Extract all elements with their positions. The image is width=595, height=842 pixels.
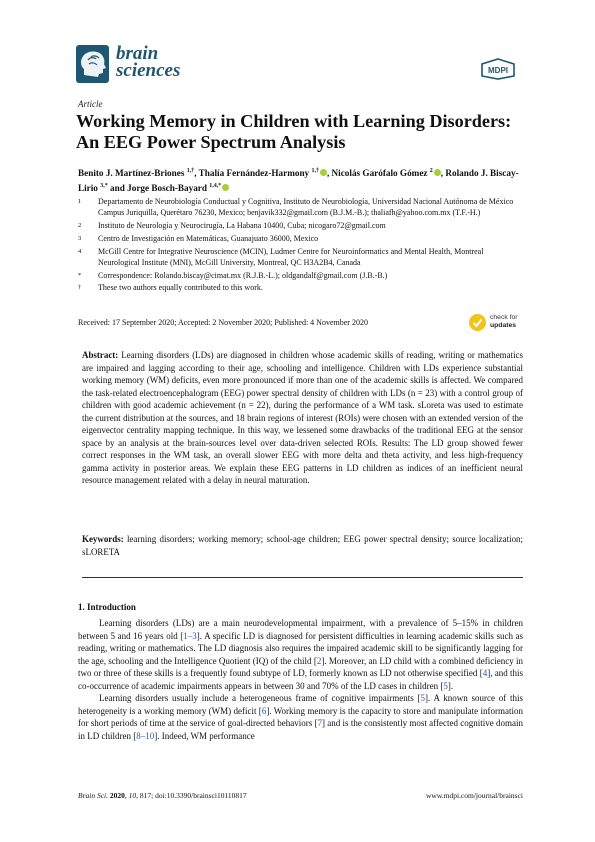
body-paragraph xyxy=(78,617,523,692)
keywords xyxy=(82,533,523,558)
affiliation-text: Departamento de Neurobiología Conductual y Cognitiva, Instituto de Neurobiología, Universidad Nacional Autónoma de México Campus Juriquilla, Querétaro 76230, Mexico; benjavik332@gmail.com (B.J.M.-B.); thaliafh@yahoo.com.mx (T.F.-H.) xyxy=(98,197,514,218)
body-text-segment: ]. xyxy=(447,680,454,691)
affiliation-mark: 1 xyxy=(78,198,82,205)
svg-text:MDPI: MDPI xyxy=(488,66,508,75)
author-name[interactable]: Thalía Fernández-Harmony xyxy=(198,168,310,178)
body-text-segment: ]. Moreover, an LD child with a combined deficiency in two or three of these skills is a frequently found subtype of LD, formerly known as LD not otherwise specified [ xyxy=(78,655,524,678)
citation-link[interactable]: 5 xyxy=(443,680,448,691)
body-text-segment: Learning disorders (LDs) are a main neurodevelopmental impairment, with a prevalence of 5–15% in children between 5 and 16 years old [ xyxy=(78,618,523,641)
affiliation-mark: 4 xyxy=(78,247,82,255)
orcid-icon[interactable] xyxy=(434,169,441,176)
abstract-label: Abstract: xyxy=(82,350,119,360)
affiliation-item xyxy=(78,220,523,231)
footer-citation: Brain Sci. 2020, 10, 817; doi:10.3390/brainsci10110817 xyxy=(78,791,247,800)
author-separator: , xyxy=(440,168,446,178)
affiliation-mark: 3 xyxy=(78,234,82,242)
author-name[interactable]: Benito J. Martínez-Briones xyxy=(78,168,185,178)
affiliation-text: McGill Centre for Integrative Neuroscience (MCIN), Ludmer Centre for Neuroinformatics and Mental Health, Montreal Neurological Institute (MNI), McGill University, Montreal, QC H3A2B4, Canada xyxy=(98,246,484,267)
author-name[interactable]: Nicolás Garófalo Gómez xyxy=(331,168,428,178)
divider xyxy=(82,577,523,578)
body-text-segment: ]. A specific LD is diagnosed for persistent difficulties in learning academic skills such as reading, writing or mathematics. The LD diagnosis also requires the impaired academic skill to be significantly lagging for the age, schooling and the Intelligence Quotient (IQ) of the child [ xyxy=(78,630,523,666)
orcid-icon[interactable] xyxy=(222,184,229,191)
author-list xyxy=(78,166,523,195)
body-paragraph xyxy=(78,692,523,742)
author-affiliation-mark: 1,4,* xyxy=(209,182,222,189)
citation-link[interactable]: 1–3 xyxy=(183,630,197,641)
citation-link[interactable]: 8–10 xyxy=(136,730,155,741)
body-text-segment: Learning disorders usually include a heterogeneous frame of cognitive impairments [ xyxy=(99,693,421,703)
author-affiliation-mark: 2 xyxy=(429,167,433,174)
check-updates-icon xyxy=(469,314,486,331)
citation-link[interactable]: 7 xyxy=(317,718,322,728)
citation-link[interactable]: 2 xyxy=(316,655,322,666)
footer-url-link[interactable]: www.mdpi.com/journal/brainsci xyxy=(426,791,523,800)
check-for-updates-badge[interactable] xyxy=(469,313,523,333)
check-updates-label: check for updates xyxy=(490,314,518,329)
orcid-icon[interactable] xyxy=(320,169,327,176)
affiliation-item xyxy=(78,282,523,293)
citation-link[interactable]: 6 xyxy=(261,705,267,716)
body-text-segment: ]. Indeed, WM performance xyxy=(154,730,255,741)
author-affiliation-mark: 3,* xyxy=(100,182,108,189)
affiliation-item xyxy=(78,233,523,244)
abstract xyxy=(82,349,523,487)
mdpi-logo[interactable] xyxy=(480,58,516,80)
body-text-segment: ], and this co-occurrence of academic impairments appears in between 30 and 70% of the LD cases in children [ xyxy=(78,668,524,691)
author-affiliation-mark: 1,† xyxy=(311,167,319,174)
journal-name: brain sciences xyxy=(116,43,181,81)
affiliation-item xyxy=(78,196,523,218)
affiliations xyxy=(78,196,523,294)
section-heading: 1. Introduction xyxy=(78,602,136,612)
journal-logo[interactable] xyxy=(76,45,206,89)
author-separator: , xyxy=(194,168,199,178)
article-title: Working Memory in Children with Learning Disorders: An EEG Power Spectrum Analysis xyxy=(76,111,512,152)
affiliation-item xyxy=(78,270,523,281)
affiliation-item xyxy=(78,246,523,268)
keywords-text: learning disorders; working memory; school-age children; EEG power spectral density; source localization; sLORETA xyxy=(82,534,523,557)
body-text-segment: ] and is the consistently most affected cognitive domain in LD children [ xyxy=(78,718,523,741)
body-text-segment: ]. A known source of this heterogeneity is a working memory (WM) deficit [ xyxy=(78,693,523,716)
affiliation-mark: 2 xyxy=(78,222,82,229)
author-affiliation-mark: 1,† xyxy=(186,167,195,174)
publication-dates: Received: 17 September 2020; Accepted: 2 November 2020; Published: 4 November 2020 xyxy=(78,318,368,327)
body-text-segment: ]. Working memory is the capacity to store and manipulate information for short periods of time at the service of goal-directed behaviors [ xyxy=(78,705,523,728)
author-separator: , xyxy=(326,168,332,178)
affiliation-mark: † xyxy=(78,284,82,292)
author-name[interactable]: Jorge Bosch-Bayard xyxy=(127,182,207,193)
affiliation-text: These two authors equally contributed to this work. xyxy=(98,283,263,293)
abstract-text: Learning disorders (LDs) are diagnosed in children whose academic skills of reading, writing or mathematics are impaired and lagging according to their age, schooling and intelligence. Children with LDs experience substantial working memory (WM) deficits, even more pronounced if more than one of the academic skills is affected. We compared the task-related electroencephalogram (EEG) power spectral density of children with LDs (n = 23) with a control group of children with good academic achievement (n = 22), during the performance of a WM task. sLoreta was used to estimate the current distribution at the sources, and 18 brain regions of interest (ROIs) were chosen with an extended version of the eigenvector centrality mapping technique. In this way, we lessened some drawbacks of the traditional EEG at the sensor space by an analysis at the brain-sources level over data-driven selected ROIs. Results: The LD group showed fewer correct responses in the WM task, an overall slower EEG with more delta and theta activity, and less high-frequency gamma activity in posterior areas. We explain these EEG patterns in LD children as indices of an inefficient neural resource management related with a delay in neural maturation. xyxy=(82,350,523,485)
brain-head-icon xyxy=(76,45,109,83)
author-name[interactable]: Rolando J. Biscay-Lirio xyxy=(78,168,519,193)
affiliation-mark: * xyxy=(78,271,82,279)
keywords-label: Keywords: xyxy=(82,534,124,544)
affiliation-text: Centro de Investigación en Matemáticas, Guanajuato 36000, Mexico xyxy=(98,233,319,243)
citation-link[interactable]: 5 xyxy=(420,693,425,703)
affiliation-text: Correspondence: Rolando.biscay@cimat.mx (R.J.B.-L.); oldgandalf@gmail.com (J.B.-B.) xyxy=(98,270,388,280)
body-text xyxy=(78,617,523,742)
article-type: Article xyxy=(78,99,103,109)
affiliation-text: Instituto de Neurología y Neurocirugía, La Habana 10400, Cuba; nicogaro72@gmail.com xyxy=(98,221,386,230)
author-separator: and xyxy=(107,182,128,193)
citation-link[interactable]: 4 xyxy=(482,668,488,678)
